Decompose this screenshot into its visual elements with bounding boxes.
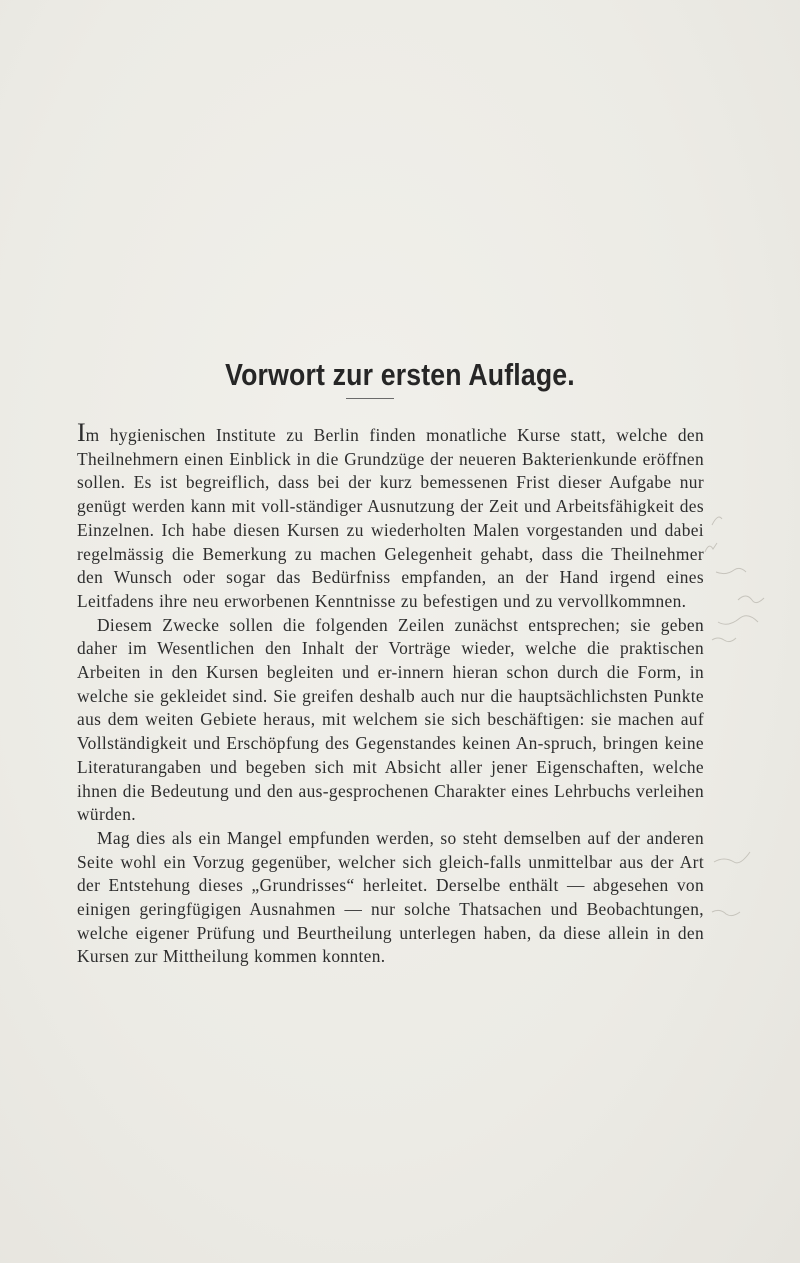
pencil-mark-2 <box>705 543 717 552</box>
pencil-mark-4 <box>738 596 764 603</box>
pencil-mark-8 <box>712 910 740 915</box>
paragraph-1-text: m hygienischen Institute zu Berlin finden monatliche Kurse statt, welche den Theilnehmern einen Einblick in die Grundzüge der neueren Bakterienkunde eröffnen sollen. Es ist begreiflich, dass bei der kurz bemessenen Frist dieser Aufgabe nur genügt werden kann mit voll-ständiger Ausnutzung der Zeit und Arbeitsfähigkeit des Einzelnen. Ich habe diesen Kursen zu wiederholten Malen vorgestanden und dabei regelmässig die Bemerkung zu machen Gelegenheit gehabt, dass die Theilnehmer den Wunsch oder sogar das Bedürfniss empfanden, an der Hand irgend eines Leitfadens ihre neu erworbenen Kenntnisse zu befestigen und zu vervollkommnen. <box>77 425 704 611</box>
pencil-mark-3 <box>716 568 746 573</box>
heading-divider <box>346 398 394 399</box>
page-heading: Vorwort zur ersten Auflage. <box>225 356 575 392</box>
paragraph-1 <box>77 418 704 614</box>
pencil-mark-5 <box>718 616 758 625</box>
paragraph-3: Mag dies als ein Mangel empfunden werden, so steht demselben auf der anderen Seite wohl ein Vorzug gegenüber, welcher sich gleich-falls unmittelbar aus der Art der Entstehung dieses „Grundrisses“ herleitet. Derselbe enthält — abgesehen von einigen geringfügigen Ausnahmen — nur solche Thatsachen und Beobachtungen, welche eigener Prüfung und Beurtheilung unterlegen haben, da diese allein in den Kursen zur Mittheilung kommen konnten. <box>77 827 704 967</box>
pencil-mark-1 <box>712 517 722 525</box>
pencil-mark-7 <box>714 852 750 863</box>
pencil-mark-6 <box>712 638 736 642</box>
preface-body <box>77 418 704 969</box>
drop-cap: I <box>77 418 86 447</box>
paragraph-2: Diesem Zwecke sollen die folgenden Zeilen zunächst entsprechen; sie geben daher im Wesentlichen den Inhalt der Vorträge wieder, welche die praktischen Arbeiten in den Kursen begleiten und er-innern hieran schon durch die Form, in welche sie gekleidet sind. Sie greifen deshalb auch nur die hauptsächlichsten Punkte aus dem weiten Gebiete heraus, mit welchem sie sich beschäftigen: sie machen auf Vollständigkeit und Erschöpfung des Gegenstandes keinen An-spruch, bringen keine Literaturangaben und begeben sich mit Absicht aller jener Eigenschaften, welche ihnen die Bedeutung und den aus-gesprochenen Charakter eines Lehrbuchs verleihen würden. <box>77 614 704 825</box>
